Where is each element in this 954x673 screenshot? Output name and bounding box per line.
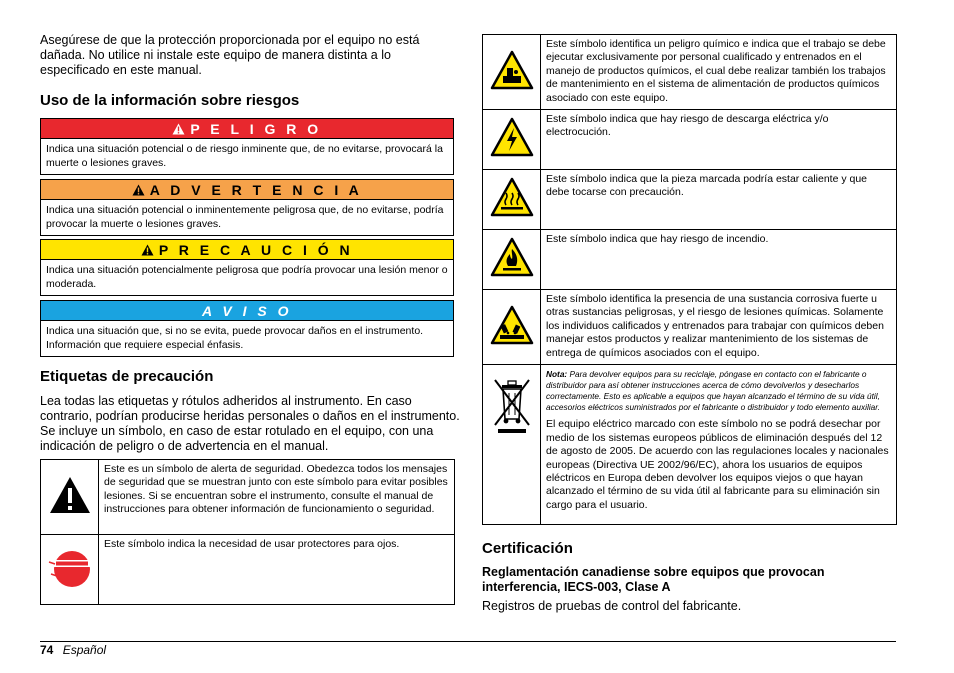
- caution-text: Indica una situación potencialmente peligrosa que podría provocar una lesión menor o moderada.: [46, 264, 448, 290]
- description-cell: Este es un símbolo de alerta de seguridad. Obedezca todos los mensajes de seguridad que se muestran junto con este símbolo para evitar posibles lesiones. Si se encuentran sobre el instrumento, consulte el manual de instrucciones para obtener información de funcionamiento o seguridad.: [99, 460, 455, 535]
- notice-text: Indica una situación que, si no se evita, puede provocar daños en el instrumento. Información que requiere especial énfasis.: [46, 325, 424, 351]
- left-symbol-table: [40, 459, 455, 605]
- safety-alert-icon: [48, 475, 92, 515]
- description-cell: Este símbolo identifica un peligro químico e indica que el trabajo se debe ejecutar exclusivamente por personal cualificado y entrenados en el manejo de productos químicos, el cual debe realizar también los trabajos de mantenimiento en el sistema de alimentación de productos químicos asociado con este equipo.: [541, 35, 897, 110]
- warning-box: [40, 179, 454, 236]
- footer: [40, 643, 106, 657]
- note-text: Para devolver equipos para su reciclaje, póngase en contacto con el fabricante o distribuidor para así obtener instrucciones acerca de cómo devolverlos y desecharlos correctamente. Esto es aplicable a equipos que hayan alcanzado el término de su vida útil, accesorios eléctricos suministrados por el fabricante o distribuidor y todo elemento auxiliar.: [546, 369, 881, 413]
- description-cell: Este símbolo indica que hay riesgo de incendio.: [541, 230, 897, 290]
- danger-box: [40, 118, 454, 175]
- table-row: [483, 365, 897, 525]
- corrosive-icon: [490, 305, 534, 345]
- description-cell: Este símbolo identifica la presencia de una sustancia corrosiva fuerte u otras sustancias peligrosas, y el riesgo de lesiones químicas. Solamente los individuos calificados y entrenados para trabajar con químicos deben manejar estos productos y realizar mantenimiento de los sistemas de entrega de químicos asociados con el equipo.: [541, 290, 897, 365]
- right-symbol-table: [482, 34, 897, 525]
- warning-triangle-icon: [172, 123, 185, 135]
- labels-paragraph: Lea todas las etiquetas y rótulos adheridos al instrumento. En caso contrario, podrían producirse heridas personales o daños en el instrumento. Se incluye un símbolo, en caso de estar rotulado en el equipo, con una indicación de peligro o de advertencia en el manual.: [40, 394, 460, 453]
- page-number: 74: [40, 643, 54, 657]
- notice-box: [40, 300, 454, 357]
- fire-hazard-icon: [490, 237, 534, 277]
- description-cell: [541, 365, 897, 525]
- weee-bin-icon: [490, 375, 534, 435]
- cert-text: Registros de pruebas de control del fabricante.: [482, 599, 742, 613]
- notice-header: [41, 301, 453, 321]
- footer-language: Español: [62, 643, 107, 657]
- eye-protection-icon: [47, 544, 93, 590]
- description-cell: Este símbolo indica que la pieza marcada podría estar caliente y que debe tocarse con precaución.: [541, 170, 897, 230]
- description-cell: Este símbolo indica la necesidad de usar protectores para ojos.: [99, 535, 455, 605]
- note-label: Nota:: [546, 369, 568, 380]
- symbol-cell: [483, 230, 541, 290]
- table-row: [483, 170, 897, 230]
- warning-header: [41, 180, 453, 200]
- warning-triangle-icon: [141, 244, 154, 256]
- cert-title: Certificación: [482, 540, 573, 557]
- symbol-cell: [483, 365, 541, 525]
- danger-text: Indica una situación potencial o de riesgo inminente que, de no evitarse, provocará la muerte o lesiones graves.: [46, 143, 443, 169]
- symbol-cell: [483, 290, 541, 365]
- caution-label: P R E C A U C I Ó N: [158, 241, 354, 258]
- chemical-hazard-icon: [490, 50, 534, 90]
- table-row: [483, 290, 897, 365]
- weee-note: [541, 365, 896, 416]
- description-cell: Este símbolo indica que hay riesgo de descarga eléctrica y/o electrocución.: [541, 110, 897, 170]
- caution-box: [40, 239, 454, 296]
- cert-subtitle: Reglamentación canadiense sobre equipos que provocan interferencia, IECS-003, Clase A: [482, 565, 825, 594]
- danger-label: P E L I G R O: [190, 120, 322, 137]
- symbol-cell: [483, 35, 541, 110]
- labels-section-title: Etiquetas de precaución: [40, 368, 214, 385]
- notice-label: A V I S O: [201, 302, 293, 319]
- hot-surface-icon: [490, 177, 534, 217]
- table-row: [483, 230, 897, 290]
- symbol-cell: [41, 535, 99, 605]
- warning-label: A D V E R T E N C I A: [149, 181, 363, 198]
- weee-text: El equipo eléctrico marcado con este símbolo no se podrá desechar por medio de los sistemas europeos públicos de eliminación después del 12 de agosto de 2005. De acuerdo con las regulaciones locales y nacionales europeas (Directiva UE 2002/96/EC), ahora los usuarios de equipos eléctricos en Europa deben devolver los equipos viejos o que hayan alcanzado el término de su vida útil al fabricante para su eliminación sin cargo para el usuario.: [546, 418, 889, 511]
- caution-header: [41, 240, 453, 260]
- footer-rule: [40, 641, 896, 642]
- warning-text: Indica una situación potencial o inminentemente peligrosa que, de no evitarse, podría provocar la muerte o lesiones graves.: [46, 204, 444, 230]
- table-row: [483, 35, 897, 110]
- table-row: [41, 535, 455, 605]
- warning-triangle-icon: [132, 184, 145, 196]
- symbol-cell: [483, 170, 541, 230]
- danger-header: [41, 119, 453, 139]
- table-row: [483, 110, 897, 170]
- symbol-cell: [41, 460, 99, 535]
- risk-section-title: Uso de la información sobre riesgos: [40, 92, 300, 109]
- intro-paragraph: Asegúrese de que la protección proporcionada por el equipo no está dañada. No utilice ni instale este equipo de manera distinta a lo especificado en este manual.: [40, 33, 420, 77]
- electric-shock-icon: [490, 117, 534, 157]
- table-row: [41, 460, 455, 535]
- symbol-cell: [483, 110, 541, 170]
